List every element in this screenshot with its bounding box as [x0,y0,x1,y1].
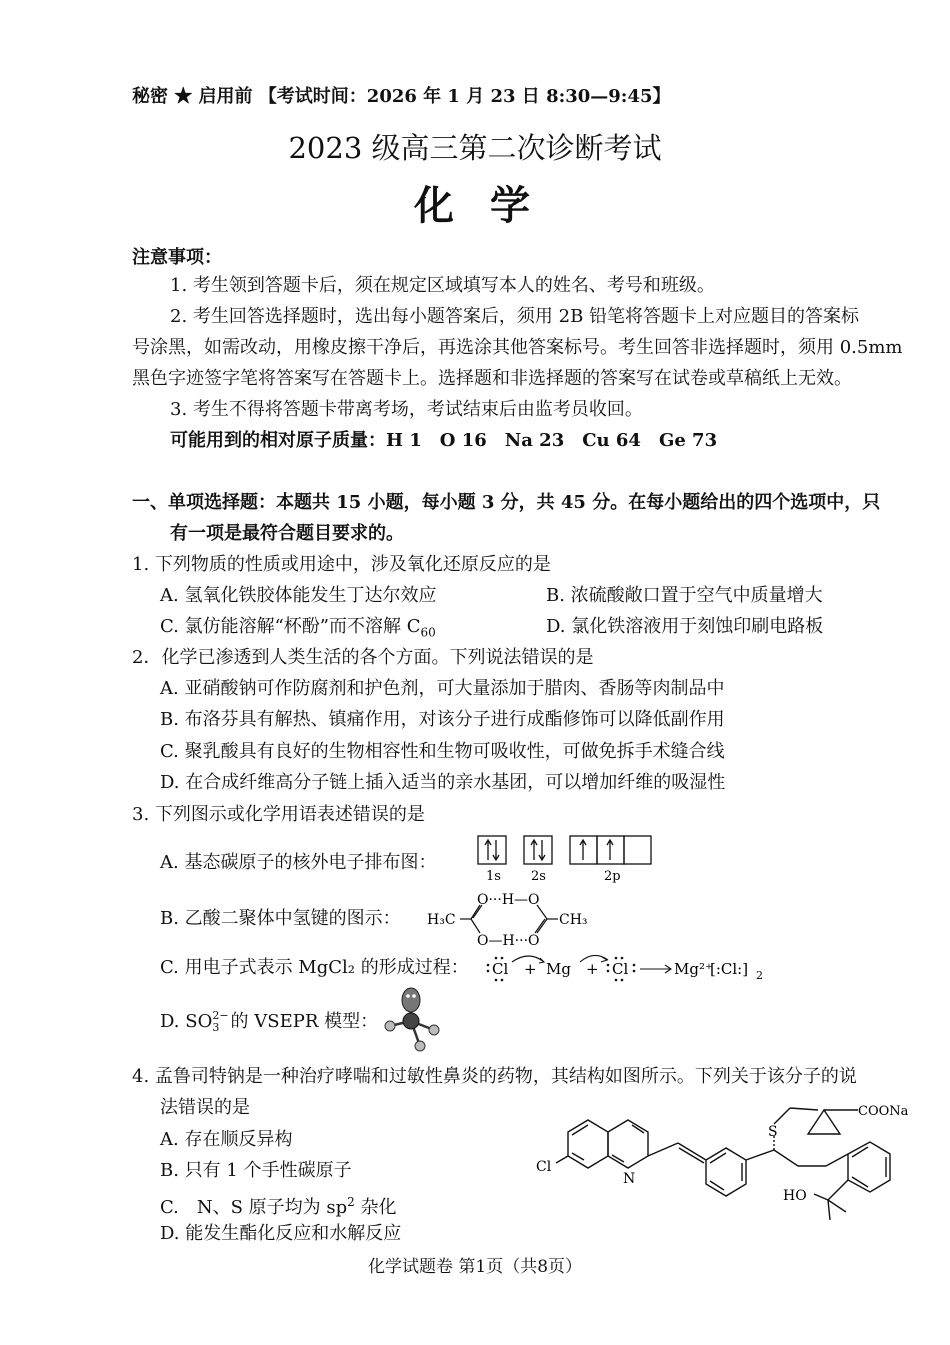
orbital-box-2s [524,836,552,864]
h3c-label: H₃C [427,912,456,928]
section-title-line-2: 有一项是最符合题目要求的。 [170,523,404,544]
product-cl: [:Cl:] [710,960,749,978]
notice-item-3: 3. 考生不得将答题卡带离考场，考试结束后由监考员收回。 [170,399,643,420]
orbital-diagram [470,832,660,886]
q2-option-d: D. 在合成纤维高分子链上插入适当的亲水基团，可以增加纤维的吸湿性 [160,772,726,793]
cl-right: Cl [612,960,629,978]
ligand-3 [415,1041,425,1051]
montelukast-structure [528,1096,928,1254]
q1-option-a: A. 氢氧化铁胶体能发生丁达尔效应 [160,585,437,606]
atomic-mass-line: 可能用到的相对原子质量：H 1 O 16 Na 23 Cu 64 Ge 73 [170,430,718,451]
notice-heading: 注意事项： [132,247,222,268]
product-mg: Mg²⁺ [674,960,713,978]
mgcl2-formation-diagram [484,950,774,986]
q3-option-c: C. 用电子式表示 MgCl₂ 的形成过程： [160,957,469,978]
mg-label: Mg [546,960,571,978]
page-footer: 化学试题卷 第1页（共8页） [367,1257,583,1277]
hbond-bottom: O—H···O [477,933,540,949]
subject-title: 化学 [414,182,566,229]
structure-coona: COONa [858,1104,909,1119]
q1-stem: 1. 下列物质的性质或用途中，涉及氧化还原反应的是 [132,554,551,575]
q1-option-b: B. 浓硫酸敞口置于空气中质量增大 [546,585,823,606]
notice-item-2-line-1: 2. 考生回答选择题时，选出每小题答案后，须用 2B 铅笔将答题卡上对应题目的答案标 [170,306,860,327]
q2-option-b: B. 布洛芬具有解热、镇痛作用，对该分子进行成酯修饰可以降低副作用 [160,709,725,730]
plus-2: + [586,960,599,978]
q4-option-d: D. 能发生酯化反应和水解反应 [160,1223,402,1244]
section-title-line-1: 一、单项选择题：本题共 15 小题，每小题 3 分，共 45 分。在每小题给出的四个选项中，只 [132,492,881,513]
structure-n: N [623,1171,636,1187]
notice-item-2-line-2: 号涂黑，如需改动，用橡皮擦干净后，再选涂其他答案标号。考生回答非选择题时，须用 0.5mm [132,337,903,358]
ligand-2 [429,1025,439,1035]
orbital-box-1s [478,836,506,864]
q3-option-b: B. 乙酸二聚体中氢键的图示： [160,908,401,929]
q4-stem-line-2: 法错误的是 [160,1097,250,1118]
notice-item-2-line-3: 黑色字迹签字笔将答案写在答题卡上。选择题和非选择题的答案写在试卷或草稿纸上无效。 [132,368,852,389]
exam-title: 2023 级高三第二次诊断考试 [288,131,662,165]
lone-pair-lobe [402,988,420,1012]
hbond-top: O···H—O [477,892,540,908]
q1-option-c: C. 氯仿能溶解“杯酚”而不溶解 $C_{60}$ [160,616,436,640]
orbital-box-2p-3 [624,836,651,864]
plus-1: + [524,960,537,978]
q3-option-d: D. SO 2− 3 的 VSEPR 模型： [160,1009,379,1034]
q4-option-b: B. 只有 1 个手性碳原子 [160,1160,352,1181]
ch3-label: CH₃ [559,912,588,928]
q4-stem-line-1: 4. 孟鲁司特钠是一种治疗哮喘和过敏性鼻炎的药物，其结构如图所示。下列关于该分子的说 [132,1066,857,1087]
q2-stem: 2．化学已渗透到人类生活的各个方面。下列说法错误的是 [132,647,594,668]
q3-option-a: A. 基态碳原子的核外电子排布图： [160,852,437,873]
q2-option-a: A. 亚硝酸钠可作防腐剂和护色剂，可大量添加于腊肉、香肠等肉制品中 [160,678,725,699]
q4-option-a: A. 存在顺反异构 [160,1129,293,1150]
q2-option-c: C. 聚乳酸具有良好的生物相容性和生物可吸收性，可做免拆手术缝合线 [160,741,725,762]
label-2p: 2p [604,869,621,884]
cl-left: Cl [492,960,509,978]
q3-stem: 3. 下列图示或化学用语表述错误的是 [132,804,425,825]
vsepr-model [382,986,448,1054]
structure-cl: Cl [536,1159,552,1175]
product-sub: 2 [756,969,763,982]
q1-option-d: D. 氯化铁溶液用于刻蚀印刷电路板 [546,616,824,637]
structure-s: S [768,1124,778,1140]
secret-header: 秘密 ★ 启用前 【考试时间：2026 年 1 月 23 日 8:30—9:45】 [132,86,671,107]
label-2s: 2s [531,869,546,884]
central-atom [403,1013,419,1029]
structure-ho: HO [783,1188,807,1204]
q4-option-c: C. N、S 原子均为 $sp^2$ 杂化 [160,1195,397,1218]
label-1s: 1s [486,869,501,884]
ligand-1 [385,1021,395,1031]
acetic-acid-dimer-diagram [425,888,595,950]
notice-item-1: 1. 考生领到答题卡后，须在规定区域填写本人的姓名、考号和班级。 [170,275,715,296]
